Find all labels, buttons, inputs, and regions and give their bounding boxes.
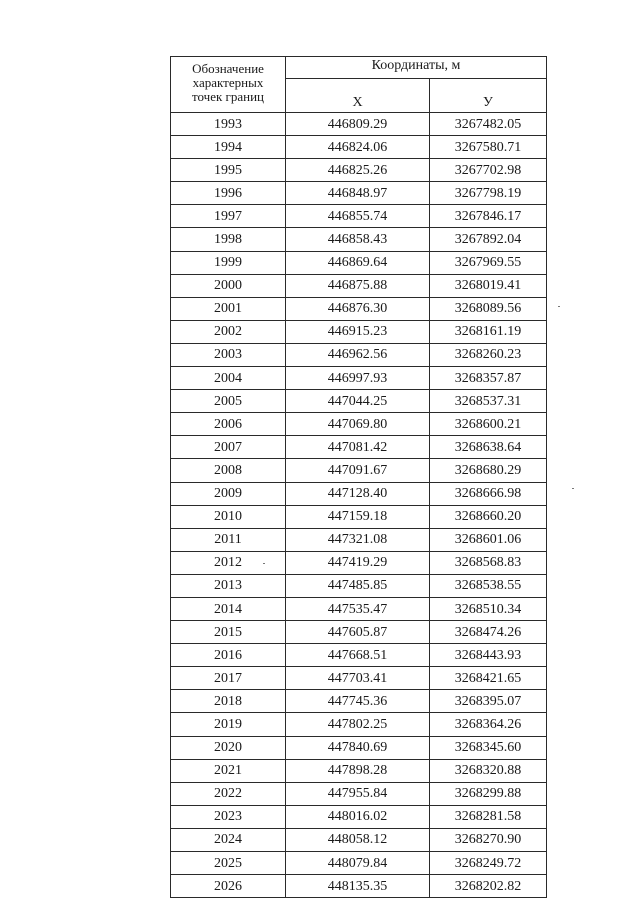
point-cell: 1998 bbox=[171, 228, 286, 251]
table-row bbox=[171, 875, 547, 898]
x-column-header: X bbox=[286, 78, 430, 112]
table-row bbox=[171, 736, 547, 759]
table-row bbox=[171, 621, 547, 644]
point-cell: 2021 bbox=[171, 759, 286, 782]
table-row bbox=[171, 805, 547, 828]
point-cell: 2011 bbox=[171, 528, 286, 551]
y-coordinate-cell: 3268270.90 bbox=[430, 828, 547, 851]
x-coordinate-cell: 446876.30 bbox=[286, 297, 430, 320]
table-row bbox=[171, 320, 547, 343]
point-cell: 2017 bbox=[171, 667, 286, 690]
point-cell: 2019 bbox=[171, 713, 286, 736]
table-row bbox=[171, 551, 547, 574]
point-cell: 1993 bbox=[171, 113, 286, 136]
point-cell: 1996 bbox=[171, 182, 286, 205]
table-row bbox=[171, 159, 547, 182]
point-header-line-2: характерных bbox=[192, 75, 264, 90]
x-coordinate-cell: 447703.41 bbox=[286, 667, 430, 690]
y-coordinate-cell: 3268666.98 bbox=[430, 482, 547, 505]
point-cell: 1997 bbox=[171, 205, 286, 228]
point-cell: 2009 bbox=[171, 482, 286, 505]
point-cell: 2010 bbox=[171, 505, 286, 528]
point-column-header bbox=[171, 57, 286, 113]
x-coordinate-cell: 446869.64 bbox=[286, 251, 430, 274]
y-coordinate-cell: 3268395.07 bbox=[430, 690, 547, 713]
x-coordinate-cell: 446915.23 bbox=[286, 320, 430, 343]
x-coordinate-cell: 448079.84 bbox=[286, 852, 430, 875]
point-cell: 2024 bbox=[171, 828, 286, 851]
table-row bbox=[171, 413, 547, 436]
point-cell: 2014 bbox=[171, 597, 286, 620]
point-cell: 2026 bbox=[171, 875, 286, 898]
point-cell: 2005 bbox=[171, 390, 286, 413]
y-coordinate-cell: 3267892.04 bbox=[430, 228, 547, 251]
x-coordinate-cell: 446875.88 bbox=[286, 274, 430, 297]
y-coordinate-cell: 3268260.23 bbox=[430, 343, 547, 366]
table-row bbox=[171, 667, 547, 690]
table-row bbox=[171, 459, 547, 482]
table-row bbox=[171, 713, 547, 736]
x-coordinate-cell: 447485.85 bbox=[286, 574, 430, 597]
x-coordinate-cell: 446855.74 bbox=[286, 205, 430, 228]
y-coordinate-cell: 3268202.82 bbox=[430, 875, 547, 898]
y-coordinate-cell: 3268249.72 bbox=[430, 852, 547, 875]
x-coordinate-cell: 447419.29 bbox=[286, 551, 430, 574]
point-cell: 2007 bbox=[171, 436, 286, 459]
y-coordinate-cell: 3268510.34 bbox=[430, 597, 547, 620]
table-row bbox=[171, 574, 547, 597]
table-row bbox=[171, 782, 547, 805]
point-cell: 2006 bbox=[171, 413, 286, 436]
y-coordinate-cell: 3268089.56 bbox=[430, 297, 547, 320]
point-header-line-1: Обозначение bbox=[192, 61, 264, 76]
table-row bbox=[171, 182, 547, 205]
x-coordinate-cell: 447321.08 bbox=[286, 528, 430, 551]
x-coordinate-cell: 446997.93 bbox=[286, 367, 430, 390]
x-coordinate-cell: 447745.36 bbox=[286, 690, 430, 713]
table-row bbox=[171, 228, 547, 251]
y-coordinate-cell: 3268421.65 bbox=[430, 667, 547, 690]
x-coordinate-cell: 448058.12 bbox=[286, 828, 430, 851]
x-coordinate-cell: 447081.42 bbox=[286, 436, 430, 459]
y-coordinate-cell: 3267580.71 bbox=[430, 136, 547, 159]
x-coordinate-cell: 446825.26 bbox=[286, 159, 430, 182]
x-coordinate-cell: 446858.43 bbox=[286, 228, 430, 251]
x-coordinate-cell: 447159.18 bbox=[286, 505, 430, 528]
table-row bbox=[171, 597, 547, 620]
y-column-header: У bbox=[430, 78, 547, 112]
table-row bbox=[171, 852, 547, 875]
x-coordinate-cell: 447091.67 bbox=[286, 459, 430, 482]
y-coordinate-cell: 3267846.17 bbox=[430, 205, 547, 228]
point-cell: 2018 bbox=[171, 690, 286, 713]
y-coordinate-cell: 3268443.93 bbox=[430, 644, 547, 667]
x-coordinate-cell: 446824.06 bbox=[286, 136, 430, 159]
table-row bbox=[171, 251, 547, 274]
y-coordinate-cell: 3268161.19 bbox=[430, 320, 547, 343]
x-coordinate-cell: 447802.25 bbox=[286, 713, 430, 736]
y-coordinate-cell: 3267702.98 bbox=[430, 159, 547, 182]
point-cell: 2013 bbox=[171, 574, 286, 597]
y-coordinate-cell: 3268299.88 bbox=[430, 782, 547, 805]
point-cell: 1994 bbox=[171, 136, 286, 159]
y-coordinate-cell: 3268474.26 bbox=[430, 621, 547, 644]
table-body bbox=[171, 113, 547, 898]
x-coordinate-cell: 447840.69 bbox=[286, 736, 430, 759]
y-coordinate-cell: 3268660.20 bbox=[430, 505, 547, 528]
point-cell: 2008 bbox=[171, 459, 286, 482]
y-coordinate-cell: 3268638.64 bbox=[430, 436, 547, 459]
point-cell: 2003 bbox=[171, 343, 286, 366]
point-cell: 2012 bbox=[171, 551, 286, 574]
table-row bbox=[171, 390, 547, 413]
y-coordinate-cell: 3268281.58 bbox=[430, 805, 547, 828]
table-row bbox=[171, 690, 547, 713]
y-coordinate-cell: 3268680.29 bbox=[430, 459, 547, 482]
x-coordinate-cell: 447128.40 bbox=[286, 482, 430, 505]
point-cell: 2015 bbox=[171, 621, 286, 644]
point-cell: 2001 bbox=[171, 297, 286, 320]
point-cell: 2025 bbox=[171, 852, 286, 875]
x-coordinate-cell: 446848.97 bbox=[286, 182, 430, 205]
x-coordinate-cell: 447605.87 bbox=[286, 621, 430, 644]
table-row bbox=[171, 436, 547, 459]
point-cell: 2002 bbox=[171, 320, 286, 343]
y-coordinate-cell: 3268568.83 bbox=[430, 551, 547, 574]
y-coordinate-cell: 3268357.87 bbox=[430, 367, 547, 390]
table-row bbox=[171, 505, 547, 528]
table-row bbox=[171, 367, 547, 390]
y-coordinate-cell: 3268345.60 bbox=[430, 736, 547, 759]
point-cell: 2000 bbox=[171, 274, 286, 297]
point-cell: 1995 bbox=[171, 159, 286, 182]
y-coordinate-cell: 3267798.19 bbox=[430, 182, 547, 205]
scan-speck bbox=[263, 563, 265, 564]
x-coordinate-cell: 447668.51 bbox=[286, 644, 430, 667]
point-cell: 1999 bbox=[171, 251, 286, 274]
table-row bbox=[171, 274, 547, 297]
header-row-top bbox=[171, 57, 547, 79]
x-coordinate-cell: 448135.35 bbox=[286, 875, 430, 898]
table-row bbox=[171, 759, 547, 782]
table-header bbox=[171, 57, 547, 113]
table-row bbox=[171, 136, 547, 159]
table-row bbox=[171, 343, 547, 366]
coordinates-group-header: Координаты, м bbox=[286, 57, 547, 79]
point-cell: 2004 bbox=[171, 367, 286, 390]
y-coordinate-cell: 3268601.06 bbox=[430, 528, 547, 551]
table-row bbox=[171, 528, 547, 551]
table-row bbox=[171, 297, 547, 320]
point-cell: 2020 bbox=[171, 736, 286, 759]
y-coordinate-cell: 3268538.55 bbox=[430, 574, 547, 597]
y-coordinate-cell: 3268537.31 bbox=[430, 390, 547, 413]
x-coordinate-cell: 447044.25 bbox=[286, 390, 430, 413]
y-coordinate-cell: 3268364.26 bbox=[430, 713, 547, 736]
y-coordinate-cell: 3267482.05 bbox=[430, 113, 547, 136]
scan-speck bbox=[558, 306, 560, 307]
boundary-coordinates-table bbox=[170, 56, 547, 898]
x-coordinate-cell: 447898.28 bbox=[286, 759, 430, 782]
x-coordinate-cell: 448016.02 bbox=[286, 805, 430, 828]
y-coordinate-cell: 3267969.55 bbox=[430, 251, 547, 274]
x-coordinate-cell: 446809.29 bbox=[286, 113, 430, 136]
x-coordinate-cell: 447535.47 bbox=[286, 597, 430, 620]
x-coordinate-cell: 446962.56 bbox=[286, 343, 430, 366]
point-cell: 2016 bbox=[171, 644, 286, 667]
y-coordinate-cell: 3268320.88 bbox=[430, 759, 547, 782]
scan-speck bbox=[572, 488, 574, 489]
y-coordinate-cell: 3268600.21 bbox=[430, 413, 547, 436]
table-row bbox=[171, 828, 547, 851]
y-coordinate-cell: 3268019.41 bbox=[430, 274, 547, 297]
point-header-line-3: точек границ bbox=[191, 89, 265, 104]
table-row bbox=[171, 113, 547, 136]
table-row bbox=[171, 482, 547, 505]
x-coordinate-cell: 447955.84 bbox=[286, 782, 430, 805]
x-coordinate-cell: 447069.80 bbox=[286, 413, 430, 436]
table-row bbox=[171, 644, 547, 667]
point-cell: 2022 bbox=[171, 782, 286, 805]
point-cell: 2023 bbox=[171, 805, 286, 828]
table-row bbox=[171, 205, 547, 228]
